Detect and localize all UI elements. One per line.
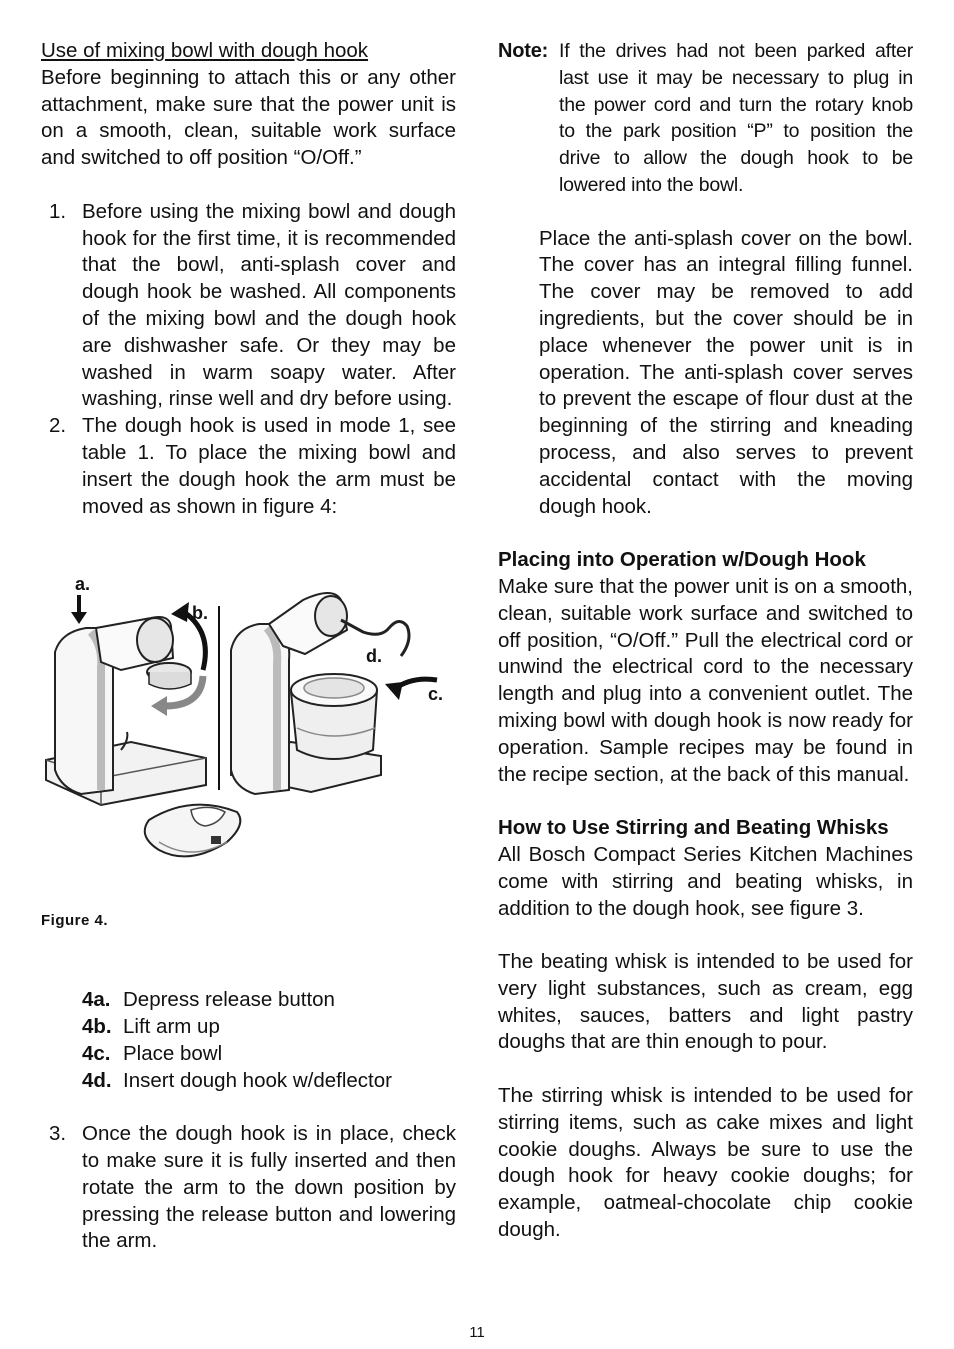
figure-4-illustration bbox=[41, 580, 456, 880]
list-item-2 bbox=[41, 413, 456, 520]
intro-paragraph: Before beginning to attach this or any other attachment, make sure that the power unit is on a smooth, clean, suitable work surface and switched to off position “O/Off.” bbox=[41, 65, 456, 170]
figure-label-a: a. bbox=[75, 580, 91, 595]
step-4d bbox=[82, 1068, 456, 1095]
step-key: 4d. bbox=[82, 1068, 112, 1092]
figure-caption: Figure 4. bbox=[41, 912, 109, 930]
beating-whisk-paragraph: The beating whisk is intended to be used for very light substances, such as cream, egg whites, sauces, batters and light pastry doughs that are thin enough to pour. bbox=[498, 950, 913, 1054]
step-4a bbox=[82, 987, 456, 1014]
list-text: Once the dough hook is in place, check to make sure it is fully inserted and then rotate the arm to the down position by pressing the release button and lowering the arm. bbox=[82, 1122, 456, 1253]
note-text: If the drives had not been parked after last use it may be necessary to plug in the power cord and turn the rotary knob to the park position “P” to position the drive to allow the dough hook to be lowered into the bowl. bbox=[559, 40, 913, 196]
section-heading-whisks: How to Use Stirring and Beating Whisks bbox=[498, 816, 889, 840]
list-item-3 bbox=[41, 1121, 456, 1255]
note-block bbox=[498, 38, 913, 199]
page-number: 11 bbox=[469, 1324, 485, 1341]
right-column bbox=[498, 38, 913, 1244]
note-label: Note: bbox=[498, 40, 549, 62]
stirring-whisk-paragraph: The stirring whisk is intended to be used for stirring items, such as cake mixes and light cookie doughs. Always be sure to use the dough hook for heavy cookie doughs; for example, oatmeal-chocolate chip cookie dough. bbox=[498, 1084, 913, 1242]
figure-steps-list bbox=[41, 987, 456, 1094]
list-text: Before using the mixing bowl and dough hook for the first time, it is recommended that the bowl, anti-splash cover and dough hook be washed. All components of the mixing bowl and the dough hook are dishwasher safe. Or they may be washed in warm soapy water. After washing, rinse well and dry before using. bbox=[82, 199, 456, 411]
figure-label-d: d. bbox=[366, 646, 382, 667]
list-number: 1. bbox=[49, 199, 67, 223]
figure-label-c: c. bbox=[428, 684, 444, 705]
step-text: Insert dough hook w/deflector bbox=[123, 1068, 392, 1092]
whisks-paragraph: All Bosch Compact Series Kitchen Machines come with stirring and beating whisks, in addition to the dough hook, see figure 3. bbox=[498, 842, 913, 920]
anti-splash-paragraph: Place the anti-splash cover on the bowl. The cover has an integral filling funnel. The cover may be removed to add ingredients, but the cover should be in place whenever the power unit is in operation. The anti-splash cover serves to prevent the escape of flour dust at the beginning of the stirring and kneading process, and also serves to prevent accidental contact with the moving dough hook. bbox=[539, 226, 913, 518]
figure-label-b: b. bbox=[192, 603, 208, 624]
step-4c bbox=[82, 1041, 456, 1068]
step-text: Place bowl bbox=[123, 1041, 223, 1065]
list-item-1 bbox=[41, 199, 456, 413]
mixer-illustration bbox=[41, 580, 456, 880]
step-text: Lift arm up bbox=[123, 1014, 220, 1038]
list-number: 2. bbox=[49, 414, 67, 438]
list-text: The dough hook is used in mode 1, see table 1. To place the mixing bowl and insert the dough hook the arm must be moved as shown in figure 4: bbox=[82, 414, 456, 518]
step-text: Depress release button bbox=[123, 988, 335, 1012]
left-column bbox=[41, 38, 456, 1255]
section-heading-dough-hook: Use of mixing bowl with dough hook bbox=[41, 39, 369, 62]
section-heading-operation: Placing into Operation w/Dough Hook bbox=[498, 548, 866, 572]
step-key: 4b. bbox=[82, 1014, 112, 1038]
list-number: 3. bbox=[49, 1122, 67, 1146]
operation-paragraph: Make sure that the power unit is on a smooth, clean, suitable work surface and switched to off position, “O/Off.” Pull the electrical cord or unwind the electrical cord to the necessary length and plug into a convenient outlet. The mixing bowl with dough hook is now ready for operation. Sample recipes may be found in the recipe section, at the back of this manual. bbox=[498, 574, 913, 786]
step-4b bbox=[82, 1014, 456, 1041]
step-key: 4a. bbox=[82, 988, 111, 1012]
step-key: 4c. bbox=[82, 1041, 111, 1065]
